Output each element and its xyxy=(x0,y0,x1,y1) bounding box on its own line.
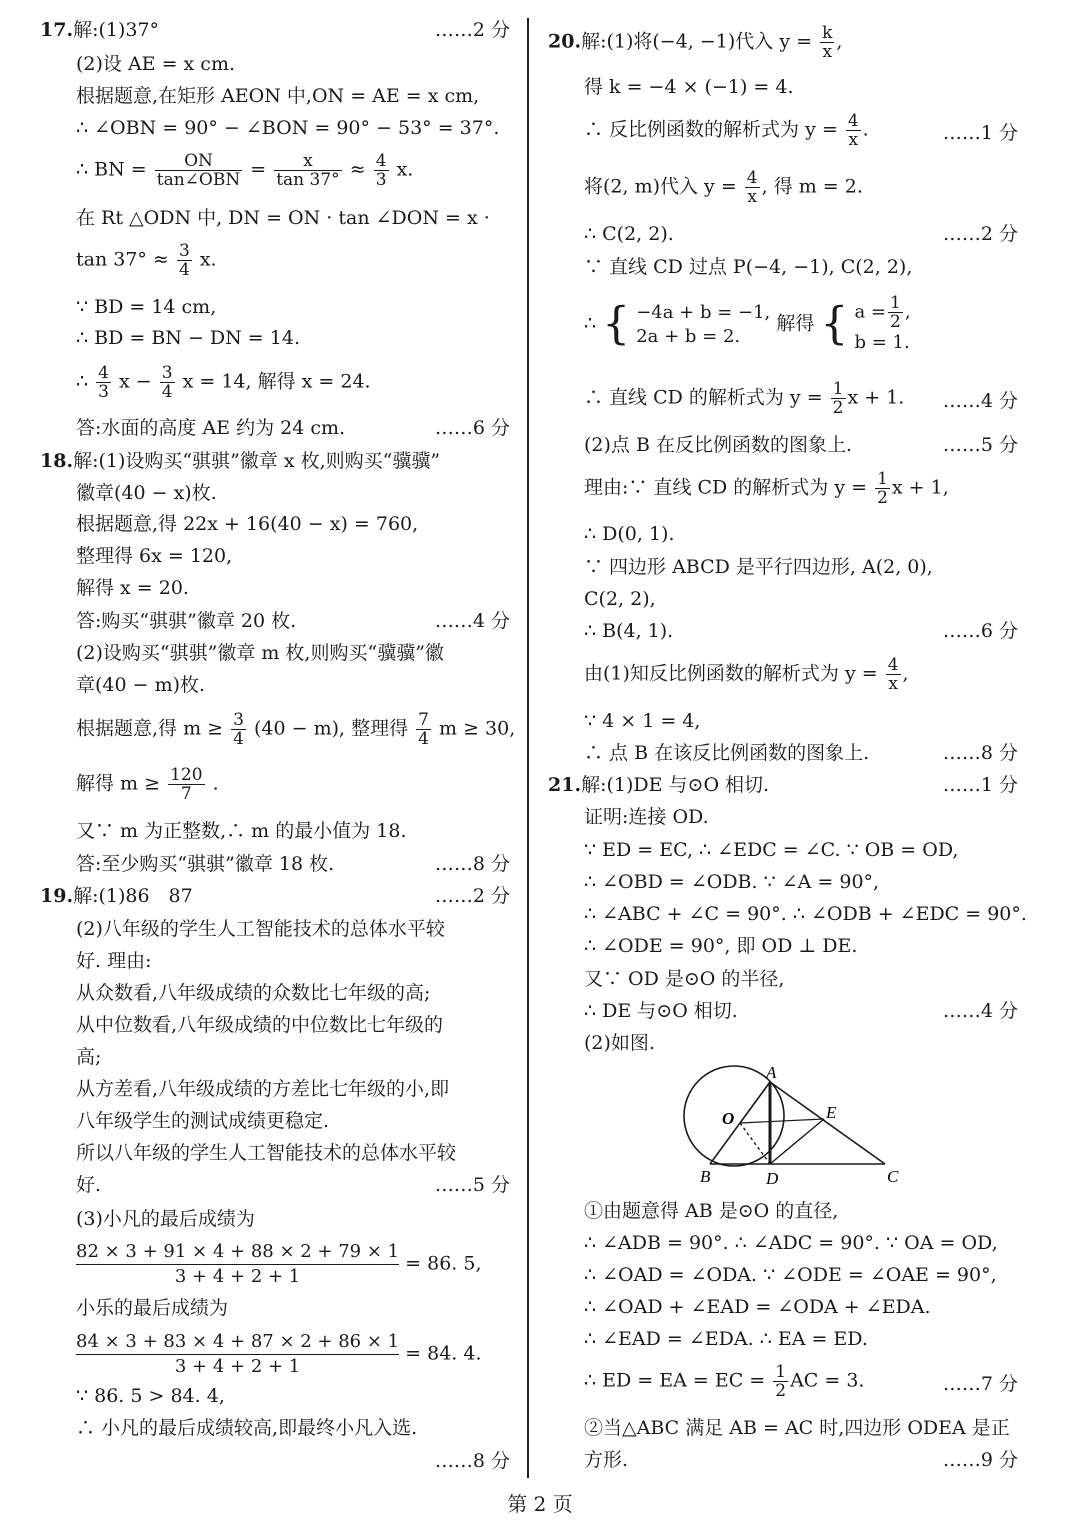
segment-oa xyxy=(740,1082,770,1123)
score: ……1 分 xyxy=(942,774,1018,796)
q17-line-4: ∴ ∠OBN = 90° − ∠BON = 90° − 53° = 37°. xyxy=(76,117,500,139)
fraction: $\frac{3}{4}$ xyxy=(161,363,173,402)
segment-oe xyxy=(740,1119,824,1123)
fraction: $\frac{4}{3}$ xyxy=(98,363,109,402)
q17-line-6: 在 Rt △ODN 中, DN = ON · tan ∠DON = x · xyxy=(76,207,490,229)
q19-line-12: $\frac{82 \times 3 + 91 \times 4 + 88 \times 2 + 79 \times 1}{3 + 4 + 2 + 1} = 86$. 5, xyxy=(76,1241,482,1287)
q18-line-2: 徽章(40 − x)枚. xyxy=(76,482,217,504)
score: ……4 分 xyxy=(942,390,1018,412)
label-a: A xyxy=(766,1063,777,1082)
q20-line-7: ∴ { −4a + b = −1, 2a + b = 2. 解得 { a = $\frac{1}{2}$ , b = 1. xyxy=(584,293,911,353)
q17-line-11: 答:水面的高度 AE 约为 24 cm. ……6 分 xyxy=(40,413,510,443)
fraction: $\frac{3}{4}$ xyxy=(233,710,244,749)
score: ……5 分 xyxy=(434,1174,510,1196)
q20-line-1: 20.解:(1)将(−4, −1)代入 y = $\frac{k}{x}$ , xyxy=(548,23,843,62)
q20-line-16: ∵ 4 × 1 = 4, xyxy=(584,710,701,732)
q18-line-1: 18.解:(1)设购买“骐骐”徽章 x 枚,则购买“骥骥” xyxy=(40,450,441,472)
score: ……1 分 xyxy=(942,122,1018,144)
score: ……6 分 xyxy=(942,620,1018,642)
column-divider xyxy=(527,18,529,1478)
q19-line-3: 好. 理由: xyxy=(76,950,152,972)
q18-line-7: (2)设购买“骐骐”徽章 m 枚,则购买“骥骥”徽 xyxy=(76,642,444,664)
q20-line-17: ∴ 点 B 在该反比例函数的图象上. ……8 分 xyxy=(548,738,1018,768)
q17-line-8: ∵ BD = 14 cm, xyxy=(76,296,217,318)
q21-line-7: 又∵ OD 是⊙O 的半径, xyxy=(584,968,785,990)
q19-line-1: 19.解:(1)86 87 ……2 分 xyxy=(40,881,510,911)
score: ……6 分 xyxy=(434,417,510,439)
q17-line-9: ∴ BD = BN − DN = 14. xyxy=(76,327,300,349)
fraction: $\frac{ON}{\text{tan∠OBN}}$ xyxy=(156,151,241,190)
q21-line-17: 方形. ……9 分 xyxy=(548,1445,1018,1475)
fraction: $\frac{k}{x}$ xyxy=(822,23,833,62)
segment-de xyxy=(770,1119,824,1164)
q19-line-14: $\frac{84 \times 3 + 83 \times 4 + 87 \times 2 + 86 \times 1}{3 + 4 + 2 + 1} = 84$. 4. xyxy=(76,1331,482,1377)
fraction: $\frac{1}{2}$ xyxy=(832,379,844,418)
q18-line-5: 解得 x = 20. xyxy=(76,577,189,599)
label-d: D xyxy=(766,1169,779,1188)
q18-line-11: 又∵ m 为正整数,∴ m 的最小值为 18. xyxy=(76,820,407,842)
q20-line-9: (2)点 B 在反比例函数的图象上. ……5 分 xyxy=(548,430,1018,460)
score: ……8 分 xyxy=(434,853,510,875)
score: ……4 分 xyxy=(434,610,510,632)
q21-line-5: ∴ ∠ABC + ∠C = 90°. ∴ ∠ODB + ∠EDC = 90°. xyxy=(584,903,1027,925)
q20-line-12: ∵ 四边形 ABCD 是平行四边形, A(2, 0), xyxy=(584,556,933,578)
score: ……8 分 xyxy=(942,742,1018,764)
fraction: $\frac{1}{2}$ xyxy=(877,469,888,508)
q21-line-3: ∵ ED = EC, ∴ ∠EDC = ∠C. ∵ OB = OD, xyxy=(584,839,959,861)
q19-line-16: ∴ 小凡的最后成绩较高,即最终小凡入选. xyxy=(76,1417,418,1439)
geometry-figure xyxy=(680,1062,920,1192)
q20-line-6: ∵ 直线 CD 过点 P(−4, −1), C(2, 2), xyxy=(584,256,913,278)
fraction: $\frac{4}{x}$ xyxy=(746,168,758,207)
q21-line-6: ∴ ∠ODE = 90°, 即 OD ⊥ DE. xyxy=(584,935,858,957)
q20-line-13: C(2, 2), xyxy=(584,588,656,610)
q17-line-5: ∴ BN = $\frac{ON}{\text{tan∠OBN}}$ = $\frac{x}{\tan 37^\circ}$ ≈ $\frac{4}{3}$ x. xyxy=(76,151,414,190)
q18-number: 18. xyxy=(40,450,74,472)
page-number: 第 2 页 xyxy=(507,1492,573,1516)
score: ……2 分 xyxy=(942,223,1018,245)
q17-number: 17. xyxy=(40,19,74,41)
q18-line-3: 根据题意,得 22x + 16(40 − x) = 760, xyxy=(76,513,419,535)
q19-line-4: 从众数看,八年级成绩的众数比七年级的高; xyxy=(76,982,431,1004)
q21-number: 21. xyxy=(548,774,582,796)
q19-line-7: 从方差看,八年级成绩的方差比七年级的小,即 xyxy=(76,1078,450,1100)
q19-line-2: (2)八年级的学生人工智能技术的总体水平较 xyxy=(76,918,445,940)
q18-line-4: 整理得 6x = 120, xyxy=(76,545,233,567)
q21-line-8: ∴ DE 与⊙O 相切. ……4 分 xyxy=(548,996,1018,1026)
q21-line-11: ∴ ∠ADB = 90°. ∴ ∠ADC = 90°. ∵ OA = OD, xyxy=(584,1232,998,1254)
q19-line-5: 从中位数看,八年级成绩的中位数比七年级的 xyxy=(76,1014,444,1036)
q18-line-10: 解得 m ≥ $\frac{120}{7}$ . xyxy=(76,765,219,804)
score: ……4 分 xyxy=(942,1000,1018,1022)
label-o: O xyxy=(722,1109,735,1128)
fraction: $\frac{1}{2}$ xyxy=(890,293,901,332)
q19-number: 19. xyxy=(40,885,74,907)
fraction: $\frac{84 \times 3 + 83 \times 4 + 87 \times 2 + 86 \times 1}{3 + 4 + 2 + 1}$ xyxy=(76,1331,400,1377)
score: ……8 分 xyxy=(434,1450,510,1472)
score: ……2 分 xyxy=(434,19,510,41)
q17-line-3: 根据题意,在矩形 AEON 中,ON = AE = x cm, xyxy=(76,85,480,107)
q18-line-12: 答:至少购买“骐骐”徽章 18 枚. ……8 分 xyxy=(40,849,510,879)
q17-line-7: tan 37° ≈ $\frac{3}{4}$ x. xyxy=(76,241,217,280)
q19-line-10: 好. ……5 分 xyxy=(40,1170,510,1200)
q21-line-10: ①由题意得 AB 是⊙O 的直径, xyxy=(584,1200,839,1222)
fraction: $\frac{120}{7}$ xyxy=(170,765,203,804)
q18-line-9: 根据题意,得 m ≥ $\frac{3}{4}$ (40 − m), 整理得 $\frac{7}{4}$ m ≥ 30, xyxy=(76,710,516,749)
q21-line-14: ∴ ∠EAD = ∠EDA. ∴ EA = ED. xyxy=(584,1328,868,1350)
fraction: $\frac{4}{x}$ xyxy=(847,111,859,150)
q19-line-15: ∵ 86. 5 > 84. 4, xyxy=(76,1385,225,1407)
fraction: $\frac{4}{x}$ xyxy=(887,655,899,694)
score: ……2 分 xyxy=(434,885,510,907)
q20-line-5: ∴ C(2, 2). ……2 分 xyxy=(548,219,1018,249)
q21-line-16: ②当△ABC 满足 AB = AC 时,四边形 ODEA 是正 xyxy=(584,1417,1010,1439)
q20-line-3: ∴ 反比例函数的解析式为 y = $\frac{4}{x}$ . ……1 分 xyxy=(584,111,1018,150)
q17-line-2: (2)设 AE = x cm. xyxy=(76,53,235,75)
score: ……5 分 xyxy=(942,434,1018,456)
q20-line-14: ∴ B(4, 1). ……6 分 xyxy=(548,616,1018,646)
q21-line-13: ∴ ∠OAD + ∠EAD = ∠ODA + ∠EDA. xyxy=(584,1296,931,1318)
label-e: E xyxy=(826,1103,837,1122)
q18-line-8: 章(40 − m)枚. xyxy=(76,674,206,696)
q20-line-11: ∴ D(0, 1). xyxy=(584,523,675,545)
q21-line-15: ∴ ED = EA = EC = $\frac{1}{2}$ AC = 3. ……7 分 xyxy=(584,1362,1018,1401)
q20-line-15: 由(1)知反比例函数的解析式为 y = $\frac{4}{x}$ , xyxy=(584,655,909,694)
q20-line-2: 得 k = −4 × (−1) = 4. xyxy=(584,76,794,98)
fraction: $\frac{1}{2}$ xyxy=(775,1362,787,1401)
q17-line-1: 17.解:(1)37° ……2 分 xyxy=(40,15,510,45)
q19-line-8: 八年级学生的测试成绩更稳定. xyxy=(76,1110,330,1132)
q19-line-13: 小乐的最后成绩为 xyxy=(76,1297,229,1319)
q21-line-4: ∴ ∠OBD = ∠ODB. ∵ ∠A = 90°, xyxy=(584,871,880,893)
q20-line-4: 将(2, m)代入 y = $\frac{4}{x}$ , 得 m = 2. xyxy=(584,168,863,207)
q21-line-9: (2)如图. xyxy=(584,1032,655,1054)
score: ……9 分 xyxy=(942,1449,1018,1471)
score: ……7 分 xyxy=(942,1373,1018,1395)
fraction: $\frac{3}{4}$ xyxy=(178,241,190,280)
fraction: $\frac{x}{\tan 37^\circ}$ xyxy=(276,151,340,190)
q17-line-10: ∴ $\frac{4}{3}$ x − $\frac{3}{4}$ x = 14, 解得 x = 24. xyxy=(76,363,371,402)
q20-line-8: ∴ 直线 CD 的解析式为 y = $\frac{1}{2}$ x + 1. ……4 分 xyxy=(584,379,1018,418)
fraction: $\frac{7}{4}$ xyxy=(418,710,429,749)
segment-od xyxy=(740,1123,770,1164)
q21-line-1: 21.解:(1)DE 与⊙O 相切. ……1 分 xyxy=(548,770,1018,800)
q18-line-6: 答:购买“骐骐”徽章 20 枚. ……4 分 xyxy=(40,606,510,636)
label-b: B xyxy=(700,1167,711,1186)
label-c: C xyxy=(887,1167,899,1186)
q19-line-11: (3)小凡的最后成绩为 xyxy=(76,1208,255,1230)
q20-number: 20. xyxy=(548,30,582,53)
q20-line-10: 理由:∵ 直线 CD 的解析式为 y = $\frac{1}{2}$ x + 1, xyxy=(584,469,949,508)
fraction: $\frac{82 \times 3 + 91 \times 4 + 88 \times 2 + 79 \times 1}{3 + 4 + 2 + 1}$ xyxy=(76,1241,400,1287)
q19-line-6: 高; xyxy=(76,1046,102,1068)
q21-line-12: ∴ ∠OAD = ∠ODA. ∵ ∠ODE = ∠OAE = 90°, xyxy=(584,1264,997,1286)
segment-ac xyxy=(770,1082,885,1164)
fraction: $\frac{4}{3}$ xyxy=(375,151,387,190)
q19-line-9: 所以八年级的学生人工智能技术的总体水平较 xyxy=(76,1142,457,1164)
q21-line-2: 证明:连接 OD. xyxy=(584,806,709,828)
